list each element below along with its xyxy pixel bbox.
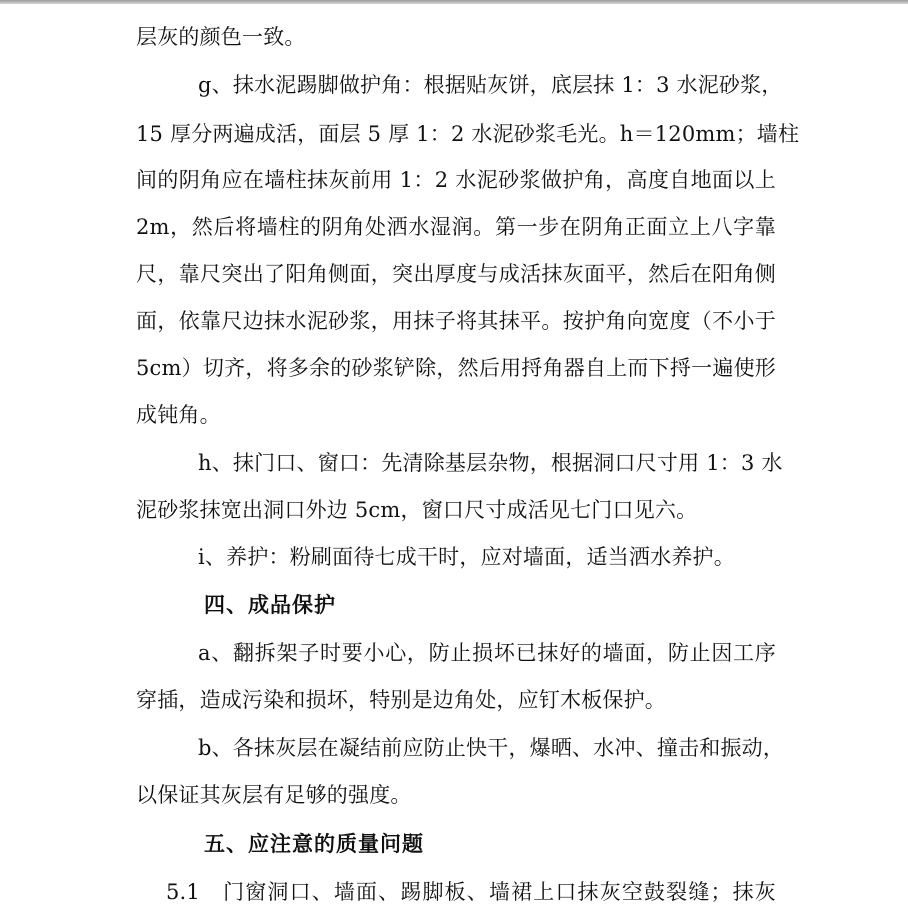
section-heading-finished-product-protection: 四、成品保护 (204, 592, 336, 617)
paragraph-line-3: 15 厚分两遍成活，面层 5 厚 1：2 水泥砂浆毛光。h＝120mm；墙柱 (136, 122, 800, 146)
paragraph-line-10: h、抹门口、窗口：先清除基层杂物，根据洞口尺寸用 1：3 水 (198, 451, 783, 475)
paragraph-line-17: 5.1 门窗洞口、墙面、踢脚板、墙裙上口抹灰空鼓裂缝；抹灰 (166, 880, 776, 904)
paragraph-line-8: 5cm）切齐，将多余的砂浆铲除，然后用捋角器自上而下捋一遍使形 (136, 356, 776, 380)
paragraph-line-4: 间的阴角应在墙柱抹灰前用 1：2 水泥砂浆做护角，高度自地面以上 (136, 168, 776, 192)
paragraph-line-6: 尺，靠尺突出了阳角侧面，突出厚度与成活抹灰面平，然后在阳角侧 (136, 262, 776, 286)
paragraph-line-13: a、翻拆架子时要小心，防止损坏已抹好的墙面，防止因工序 (198, 641, 776, 665)
paragraph-line-2: g、抹水泥踢脚做护角：根据贴灰饼，底层抹 1：3 水泥砂浆， (198, 73, 783, 97)
paragraph-line-11: 泥砂浆抹宽出洞口外边 5cm，窗口尺寸成活见七门口见六。 (136, 498, 698, 522)
paragraph-line-12: i、养护：粉刷面待七成干时，应对墙面，适当洒水养护。 (198, 545, 735, 569)
paragraph-line-9: 成钝角。 (136, 403, 221, 427)
section-heading-quality-issues: 五、应注意的质量问题 (204, 831, 424, 856)
paragraph-line-7: 面，依靠尺边抹水泥砂浆，用抹子将其抹平。按护角向宽度（不小于 (136, 309, 776, 333)
paragraph-line-1: 层灰的颜色一致。 (136, 25, 306, 49)
paragraph-line-5: 2m，然后将墙柱的阴角处洒水湿润。第一步在阴角正面立上八字靠 (136, 215, 776, 239)
paragraph-line-15: b、各抹灰层在凝结前应防止快干，爆晒、水冲、撞击和振动， (198, 736, 785, 760)
paragraph-line-16: 以保证其灰层有足够的强度。 (136, 783, 412, 807)
paragraph-line-14: 穿插，造成污染和损坏，特别是边角处，应钉木板保护。 (136, 688, 666, 712)
